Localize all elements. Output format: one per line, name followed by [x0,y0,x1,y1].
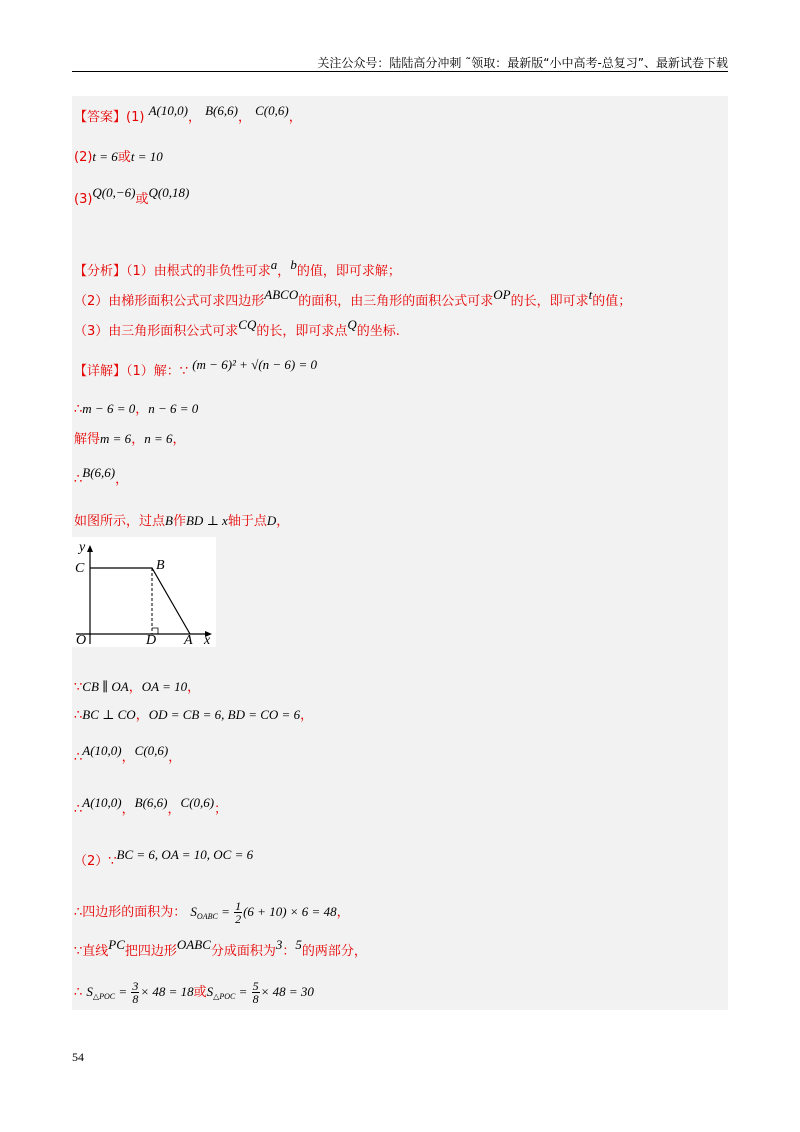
fraction-three-eighths: $\frac{3}{8}$ [132,979,139,1006]
figure-svg [72,537,216,647]
detail-line-7: ∴BC ⊥ CO，OD = CB = 6, BD = CO = 6， [74,707,314,723]
page-number: 54 [72,1050,84,1064]
header-rule [72,71,728,72]
detail-label: 【详解】 [74,364,127,379]
answer-label: 【答案】 [74,110,127,125]
label-x: x [204,633,211,647]
detail-line-9: ∴A(10,0)，B(6,6)，C(0,6)； [74,795,228,817]
detail-line-2: ∴m − 6 = 0，n − 6 = 0 [74,401,199,417]
detail-line-3: 解得m = 6，n = 6， [74,431,186,447]
geometry-figure [72,537,216,647]
detail-line-6: ∵CB ∥ OA，OA = 10， [74,679,201,695]
answer-part3: (3)Q(0,−6)或Q(0,18) [74,185,190,207]
detail-line-4: ∴B(6,6)， [74,465,129,487]
label-b: B [156,558,165,573]
label-a: A [184,633,193,647]
answer-part1: 【答案】(1) A(10,0)， B(6,6)， C(0,6)， [74,103,302,125]
detail-line-5: 如图所示，过点B作BD ⊥ x轴于点D， [74,513,290,529]
detail-line-11: ∴四边形的面积为： $S_{OABC}$ = $\frac{1}{2}$ (6 + 10) × 6 = 48， [74,899,350,926]
analysis-line-3: （3）由三角形面积公式可求CQ的长，即可求点Q的坐标. [74,317,400,339]
detail-line-10: （2）∵BC = 6, OA = 10, OC = 6 [74,847,254,869]
trapezoid-edges [90,568,190,634]
detail-line-1: 【详解】（1）解：∵ (m − 6)² + √(n − 6) = 0 [74,357,318,379]
page-header: 关注公众号：陆陆高分冲刺 ˜领取：最新版“小中高考-总复习”、最新试卷下载 [317,56,728,70]
detail-line-12: ∵直线PC把四边形OABC分成面积为3：5的两部分， [74,937,367,959]
fraction-five-eighths: $\frac{5}{8}$ [252,979,259,1006]
fraction-one-half: $\frac{1}{2}$ [235,899,242,926]
label-o: O [76,633,87,647]
y-axis-arrow [87,545,93,552]
analysis-line-2: （2）由梯形面积公式可求四边形ABCO的面积，由三角形的面积公式可求OP的长，即可求t的值； [74,287,632,309]
analysis-label: 【分析】 [74,264,127,279]
label-c: C [75,561,85,576]
label-d: D [146,633,157,647]
label-y: y [79,540,86,555]
detail-line-8: ∴A(10,0)，C(0,6)， [74,743,182,765]
answer-part2: (2)t = 6或t = 10 [74,149,163,165]
detail-line-13: ∴ $S_{\triangle POC}$ = $\frac{3}{8}$ × 48 = 18或$S_{\triangle POC}$ = $\frac{5}{8}$ × 48 = 30 [74,979,314,1006]
analysis-line-1: 【分析】（1）由根式的非负性可求a，b的值，即可求解； [74,257,401,279]
